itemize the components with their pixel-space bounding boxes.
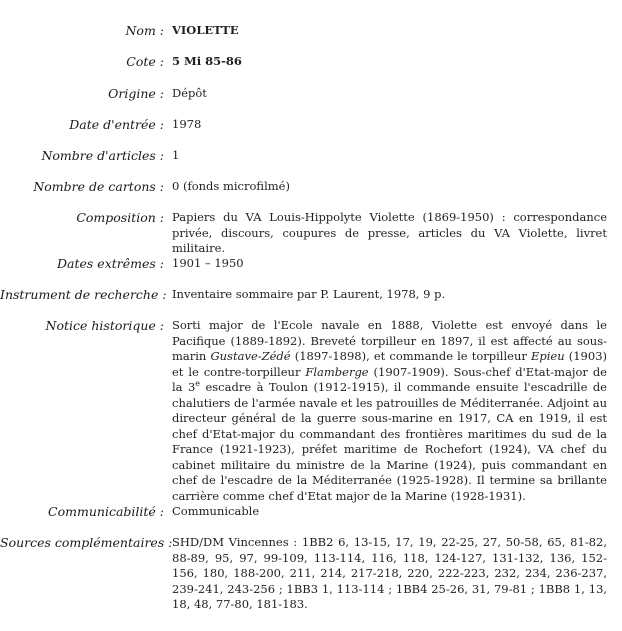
nombre-articles-value: 1 [172,148,180,162]
ship-name-flamberge: Flamberge [305,364,369,379]
cote-label: Cote : [126,54,164,69]
date-entree-label: Date d'entrée : [69,117,164,132]
instrument-label: Instrument de recherche : [0,287,167,302]
ship-name-gustave-zede: Gustave-Zédé [210,349,291,363]
composition-value: Papiers du VA Louis-Hippolyte Violette (1869-1950) : correspondance privée, discours, coupures de presse, articles du VA Violette, livret militaire. [172,210,607,255]
notice-text-4: (1907-1909). Sous-chef d'Etat-major de la 3 [172,364,607,394]
cote-value: 5 Mi 85-86 [172,54,242,68]
nom-label: Nom : [125,23,164,38]
notice-value [172,318,607,504]
notice-label: Notice historique : [45,318,164,333]
origine-label: Origine : [108,86,164,101]
nom-value: VIOLETTE [172,23,239,37]
date-entree-value: 1978 [172,117,202,131]
communicabilite-value: Communicable [172,504,260,518]
nombre-cartons-value: 0 (fonds microfilmé) [172,179,290,193]
notice-text-1: Sorti major de l'Ecole navale en 1888, Violette est envoyé dans le Pacifique (1889-1892). Breveté torpilleur en 1897, il est affecté au sous-marin [172,318,607,363]
nombre-articles-label: Nombre d'articles : [41,148,164,163]
superscript-e: e [195,379,201,389]
composition-label: Composition : [76,210,164,225]
sources-label: Sources complémentaires : [0,535,173,550]
dates-extremes-value: 1901 – 1950 [172,256,244,270]
origine-value: Dépôt [172,86,207,100]
notice-text-3: (1903) et le contre-torpilleur [172,349,607,379]
ship-name-epieu: Epieu [530,349,565,363]
notice-text-2: (1897-1898), et commande le torpilleur [290,349,531,363]
instrument-value: Inventaire sommaire par P. Laurent, 1978, 9 p. [172,287,446,301]
nombre-cartons-label: Nombre de cartons : [33,179,164,194]
sources-value: SHD/DM Vincennes : 1BB2 6, 13-15, 17, 19, 22-25, 27, 50-58, 65, 81-82, 88-89, 95, 97, 99-109, 113-114, 116, 118, 124-127, 131-132, 136, 152-156, 180, 188-200, 211, 214, 217-218, 220, 222-223, 232, 234, 236-237, 239-241, 243-256 ; 1BB3 1, 113-114 ; 1BB4 25-26, 31, 79-81 ; 1BB8 1, 13, 18, 48, 77-80, 181-183. [172,535,607,611]
communicabilite-label: Communicabilité : [48,504,164,519]
notice-text-5: escadre à Toulon (1912-1915), il commande ensuite l'escadrille de chalutiers de l'armée navale et les patrouilles de Méditerranée. Adjoint au directeur général de la guerre sous-marine en 1917, CA en 1919, il est chef d'Etat-major du commandant des frontières maritimes du sud de la France (1921-1923), préfet maritime de Rochefort (1924), VA chef du cabinet militaire du ministre de la Marine (1924), puis commandant en chef de l'escadre de la Méditerranée (1925-1928). Il termine sa brillante carrière comme chef d'Etat major de la Marine (1928-1931). [172,380,607,503]
dates-extremes-label: Dates extrêmes : [57,256,164,271]
